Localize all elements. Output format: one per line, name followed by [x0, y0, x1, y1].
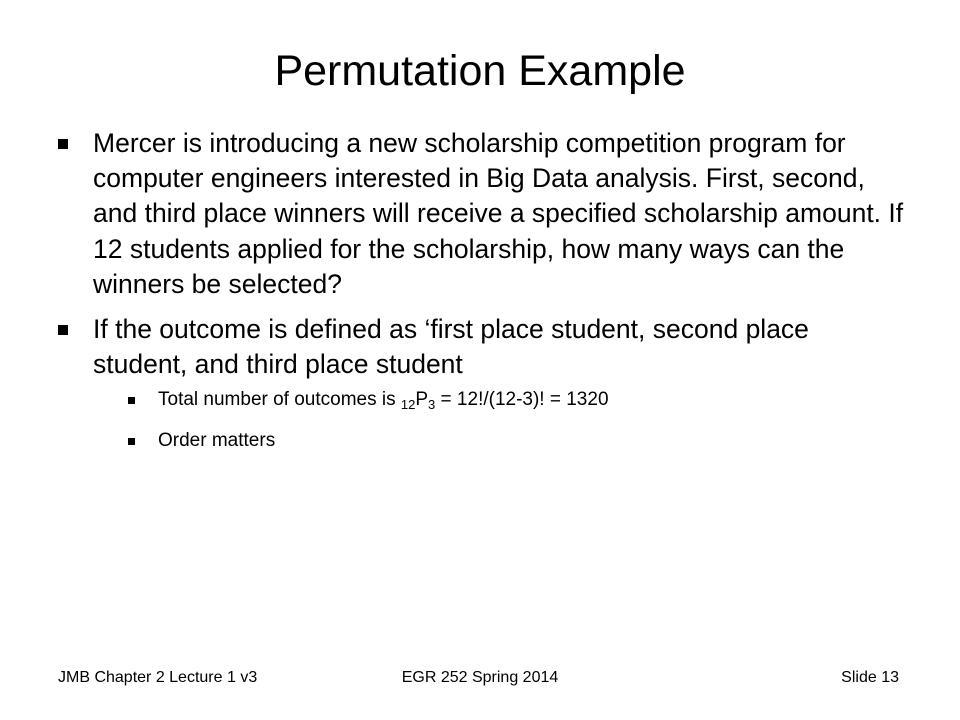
footer-lecture: JMB Chapter 2 Lecture 1 v3	[58, 669, 258, 686]
formula-symbol: P	[415, 389, 429, 411]
bullet-item	[58, 312, 908, 454]
bullet-text: Mercer is introducing a new scholarship competition program for computer engineers interested in Big Data analysis. First, second, and third place winners will receive a specified scholarship amount. If 12 students applied for the scholarship, how many ways can the winners be selected?	[93, 128, 904, 299]
slide-body	[58, 126, 908, 469]
footer-slide-number: Slide 13	[841, 669, 899, 686]
square-bullet-icon	[58, 139, 68, 149]
formula-subscript-k: 3	[428, 397, 436, 413]
bullet-text: If the outcome is defined as ‘first place student, second place student, and third place student	[93, 314, 809, 380]
sub-bullet-list	[93, 387, 908, 454]
sub-bullet-text: Order matters	[158, 430, 276, 452]
slide-title: Permutation Example	[274, 47, 686, 95]
sub-bullet-item	[128, 428, 908, 454]
square-bullet-icon	[128, 438, 135, 445]
square-bullet-icon	[58, 325, 68, 335]
bullet-item	[58, 126, 908, 302]
formula-prefix: Total number of outcomes is	[158, 389, 401, 411]
formula-subscript-n: 12	[400, 397, 416, 413]
sub-bullet-item	[128, 387, 908, 413]
square-bullet-icon	[128, 397, 135, 404]
footer-course: EGR 252 Spring 2014	[401, 669, 559, 686]
formula-suffix: = 12!/(12-3)! = 1320	[435, 389, 609, 411]
